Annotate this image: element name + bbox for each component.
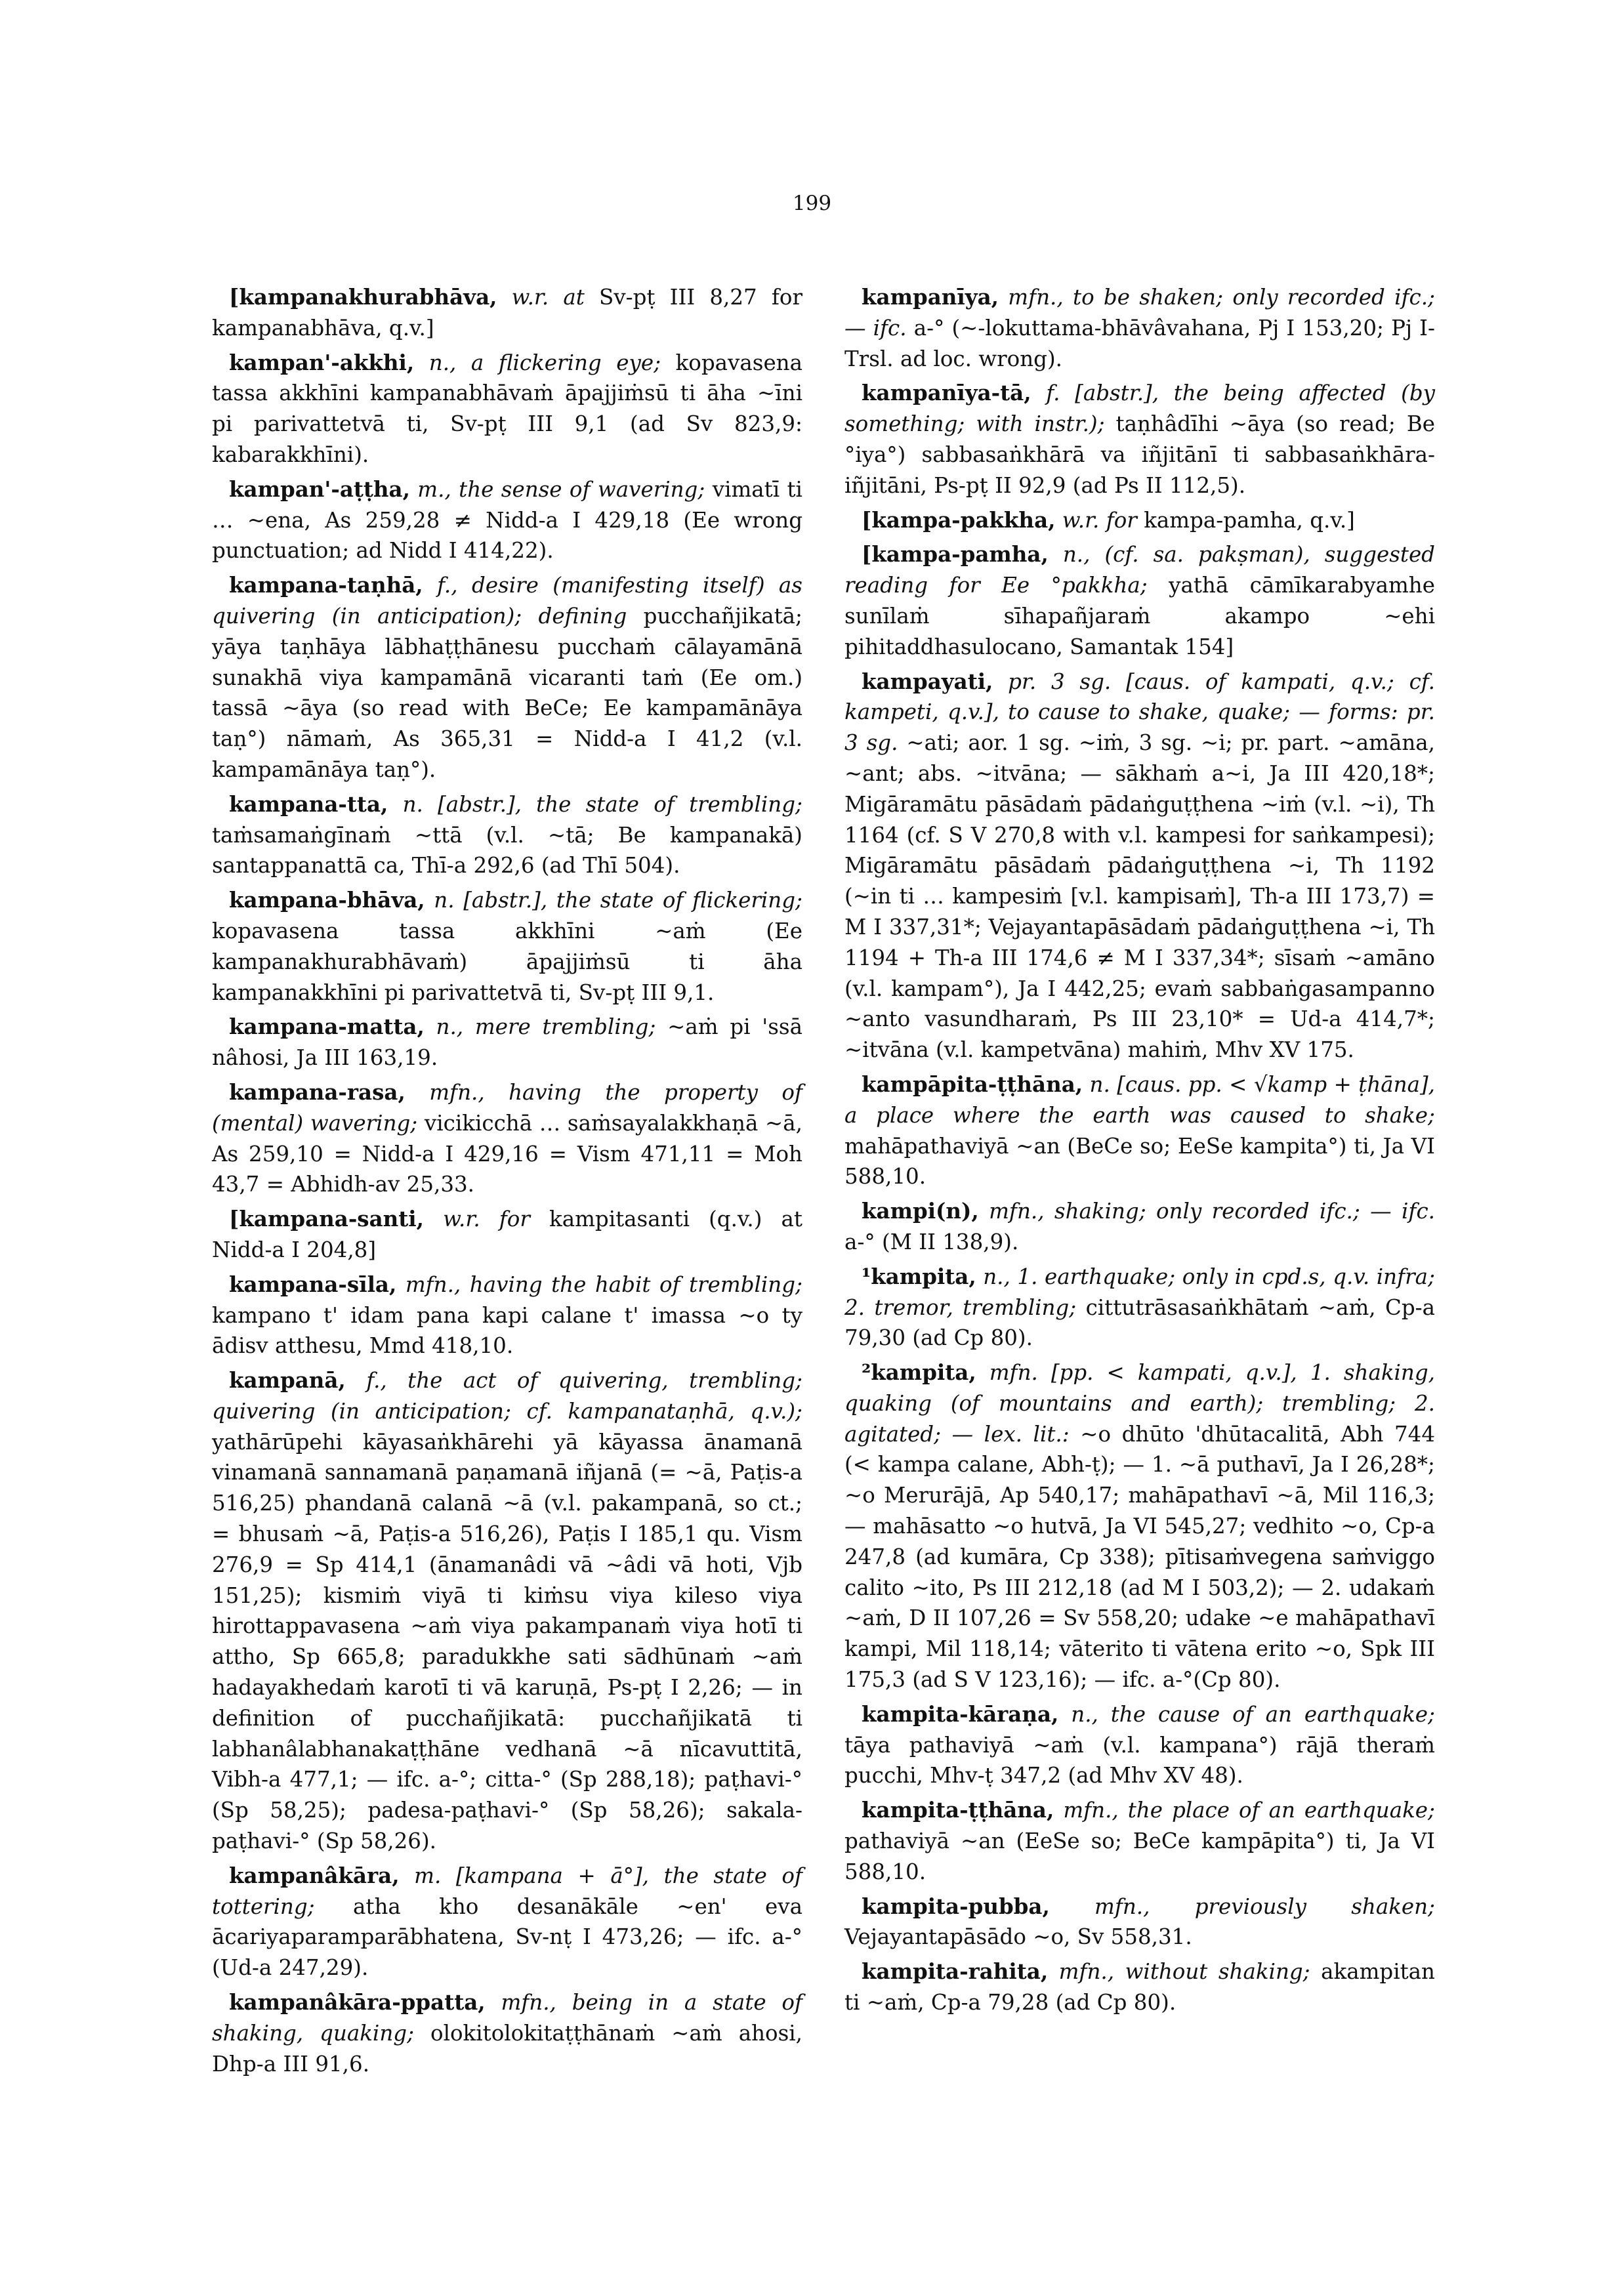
left-column xyxy=(212,282,802,2083)
entry-text: a-° (M II 138,9). xyxy=(844,1229,1019,1254)
entry-definition: m. [kampana + ā°], the state of tottering; xyxy=(212,1863,802,1919)
entry-headword: [kampa-pamha, xyxy=(862,541,1049,568)
entry-headword: kampana-tta, xyxy=(229,791,388,817)
entry-text: kopavasena tassa akkhīni ~aṁ (Ee kampanakhurabhāvaṁ) āpajjiṁsū ti āha kampanakkhīni pi parivattetvā ti, Sv-pṭ III 9,1. xyxy=(212,918,802,1005)
entry-definition: mfn., without shaking; xyxy=(1058,1959,1310,1985)
right-column xyxy=(844,282,1435,2022)
entry-headword: kampana-taṇhā, xyxy=(229,572,423,598)
entry-headword: kampita-ṭṭhāna, xyxy=(862,1797,1054,1823)
entry-definition: w.r. for xyxy=(443,1207,530,1232)
entry-text: kampitasanti (q.v.) at Nidd-a I 204,8] xyxy=(212,1207,802,1262)
dictionary-entry xyxy=(212,282,802,344)
entry-headword: kampana-matta, xyxy=(229,1014,425,1040)
entry-text: kopavasena tassa akkhīni kampanabhāvaṁ āpajjiṁsū ti āha ~īni pi parivattetvā ti, Sv-pṭ III 9,1 (ad Sv 823,9: kabarakkhīni). xyxy=(212,350,802,467)
entry-headword: kampanīya-tā, xyxy=(862,380,1031,406)
entry-headword: kampan'-aṭṭha, xyxy=(229,476,410,502)
entry-text: taṇhâdīhi ~āya (so read; Be °iya°) sabbasaṅkhārā va iñjitānī ti sabbasaṅkhāra-iñjitāni, Ps-pṭ II 92,9 (ad Ps II 112,5). xyxy=(844,411,1435,498)
entry-text: kampano t' idam pana kapi calane t' imassa ~o ty ādisv atthesu, Mmd 418,10. xyxy=(212,1302,802,1359)
dictionary-entry xyxy=(212,1365,802,1857)
entry-definition: mfn., to be shaken; only recorded ifc.; — ifc. xyxy=(844,285,1435,341)
entry-text: mahāpathaviyā ~an (BeCe so; EeSe kampita°) ti, Ja VI 588,10. xyxy=(844,1133,1435,1189)
dictionary-entry xyxy=(212,474,802,566)
entry-definition: w.r. for xyxy=(1062,507,1137,533)
entry-headword: [kampa-pakkha, xyxy=(862,507,1056,533)
entry-headword: kampita-pubba, xyxy=(862,1893,1050,1919)
entry-headword: kampana-sīla, xyxy=(229,1271,397,1297)
dictionary-entry xyxy=(844,1357,1435,1695)
entry-definition: n. [caus. pp. < √kamp + ṭhāna], a place where the earth was caused to shake; xyxy=(844,1071,1435,1128)
dictionary-entry xyxy=(844,1892,1435,1953)
entry-text: atha kho desanākāle ~en' eva ācariyaparamparābhatena, Sv-nṭ I 473,26; — ifc. a-° (Ud-a 247,29). xyxy=(212,1893,802,1981)
entry-definition: n., (cf. sa. pakṣman), suggested reading for Ee °pakkha; xyxy=(844,542,1435,598)
dictionary-entry xyxy=(212,885,802,1008)
entry-headword: [kampana-santi, xyxy=(229,1206,424,1232)
entry-text: pathaviyā ~an (EeSe so; BeCe kampāpita°) ti, Ja VI 588,10. xyxy=(844,1829,1435,1884)
dictionary-entry xyxy=(212,1861,802,1983)
dictionary-entry xyxy=(212,1270,802,1361)
dictionary-entry xyxy=(212,789,802,881)
entry-definition: mfn., the place of an earthquake; xyxy=(1063,1798,1435,1823)
entry-headword: kampayati, xyxy=(862,668,993,694)
entry-headword: kampanâkāra-ppatta, xyxy=(229,1989,486,2016)
entry-text: cittutrāsasaṅkhātaṁ ~aṁ, Cp-a 79,30 (ad Cp 80). xyxy=(844,1294,1435,1351)
entry-headword: kampana-bhāva, xyxy=(229,887,425,913)
dictionary-entry xyxy=(844,505,1435,536)
dictionary-entry xyxy=(212,1987,802,2079)
entry-text: akampitan ti ~aṁ, Cp-a 79,28 (ad Cp 80). xyxy=(844,1959,1435,2016)
entry-text: kampa-pamha, q.v.] xyxy=(1144,507,1355,533)
entry-definition: n., 1. earthquake; only in cpd.s, q.v. infra; 2. tremor, trembling; xyxy=(844,1264,1435,1320)
entry-text: yathārūpehi kāyasaṅkhārehi yā kāyassa ānamanā vinamanā sannamanā paṇamanā iñjanā (= ~ā, Paṭis-a 516,25) phandanā calanā ~ā (v.l. pakampanā, so ct.; = bhusaṁ ~ā, Paṭis-a 516,26), Paṭis I 185,1 qu. Vism 276,9 = Sp 414,1 (ānamanâdi vā ~âdi vā hoti, Vjb 151,25); kismiṁ viyā ti kiṁsu viya kileso viya hirottappavasena ~aṁ viya pakampanaṁ viya hotī ti attho, Sp 665,8; paradukkhe sati sādhūnaṁ ~aṁ hadayakhedaṁ karotī ti vā karuṇā, Ps-pṭ I 2,26; — in definition of pucchañjikatā: pucchañjikatā ti labhanâlabhanakaṭṭhāne vedhanā ~ā nīcavuttitā, Vibh-a 477,1; — ifc. a-°; citta-° (Sp 288,18); paṭhavi-° (Sp 58,25); padesa-paṭhavi-° (Sp 58,26); sakala-paṭhavi-° (Sp 58,26). xyxy=(212,1429,802,1854)
entry-definition: n., mere trembling; xyxy=(436,1014,656,1040)
entry-definition: f. [abstr.], the being affected (by something; with instr.); xyxy=(844,381,1435,437)
entry-headword: kampita-kāraṇa, xyxy=(862,1701,1059,1727)
dictionary-entry xyxy=(212,348,802,470)
entry-headword: ²kampita, xyxy=(862,1359,976,1386)
entry-text: taṁsamaṅgīnaṁ ~ttā (v.l. ~tā; Be kampanakā) santappanattā ca, Thī-a 292,6 (ad Thī 504). xyxy=(212,822,802,879)
dictionary-entry xyxy=(844,282,1435,374)
entry-headword: kampi(n), xyxy=(862,1198,979,1224)
entry-text: pucchañjikatā; yāya taṇhāya lābhaṭṭhānesu pucchaṁ cālayamānā sunakhā viya kampamānā vicaranti taṁ (Ee om.) tassā ~āya (so read with BeCe; Ee kampamānāya taṇ°) nāmaṁ, As 365,31 = Nidd-a I 41,2 (v.l. kampamānāya taṇ°). xyxy=(212,603,802,782)
dictionary-entry xyxy=(844,1069,1435,1192)
entry-definition: mfn. [pp. < kampati, q.v.], 1. shaking, quaking (of mountains and earth); trembling; 2. agitated; — lex. lit.: xyxy=(844,1360,1435,1447)
entry-headword: kampāpita-ṭṭhāna, xyxy=(862,1071,1083,1097)
entry-text: ~o dhūto 'dhūtacalitā, Abh 744 (< kampa calane, Abh-ṭ); — 1. ~ā puthavī, Ja I 26,28*; ~o Merurājā, Ap 540,17; mahāpathavī ~ā, Mil 116,3; — mahāsatto ~o hutvā, Ja VI 545,27; vedhito ~o, Cp-a 247,8 (ad kumāra, Cp 338); pītisaṁvegena saṁviggo calito ~ito, Ps III 212,18 (ad M I 503,2); — 2. udakaṁ ~aṁ, D II 107,26 = Sv 558,20; udake ~e mahāpathavī kampi, Mil 118,14; vāterito ti vātena erito ~o, Spk III 175,3 (ad S V 123,16); — ifc. a-°(Cp 80). xyxy=(844,1421,1436,1693)
entry-text: vimatī ti … ~ena, As 259,28 ≠ Nidd-a I 429,18 (Ee wrong punctuation; ad Nidd I 414,22). xyxy=(212,476,802,564)
entry-definition: w.r. at xyxy=(511,285,585,310)
entry-headword: kampan'-akkhi, xyxy=(229,349,415,375)
entry-headword: kampanâkāra, xyxy=(229,1862,400,1888)
entry-definition: pr. 3 sg. [caus. of kampati, q.v.; cf. kampeti, q.v.], to cause to shake, quake; — forms: pr. 3 sg. xyxy=(844,669,1435,756)
entry-text: olokitolokitaṭṭhānaṁ ~aṁ ahosi, Dhp-a III 91,6. xyxy=(212,2020,802,2077)
entry-definition: mfn., having the property of (mental) wavering; xyxy=(212,1079,802,1136)
entry-definition: n. [abstr.], the state of trembling; xyxy=(402,791,802,817)
entry-text: Sv-pṭ III 8,27 for kampanabhāva, q.v.] xyxy=(212,285,802,341)
dictionary-entry xyxy=(844,1699,1435,1791)
dictionary-entry xyxy=(844,1196,1435,1258)
entry-definition: f., the act of quivering, trembling; quivering (in anticipation; cf. kampanataṇhā, q.v.); xyxy=(212,1368,802,1424)
entry-headword: kampita-rahita, xyxy=(862,1958,1049,1985)
entry-headword: kampana-rasa, xyxy=(229,1079,406,1105)
dictionary-entry xyxy=(844,667,1435,1065)
entry-definition: mfn., shaking; only recorded ifc.; — ifc. xyxy=(989,1199,1435,1224)
dictionary-entry xyxy=(844,1262,1435,1354)
entry-definition: mfn., being in a state of shaking, quaking; xyxy=(212,1990,802,2046)
dictionary-entry xyxy=(212,1204,802,1266)
entry-text: vicikicchā … saṁsayalakkhaṇā ~ā, As 259,10 = Nidd-a I 429,16 = Vism 471,11 = Moh 43,7 = Abhidh-av 25,33. xyxy=(212,1110,802,1197)
entry-headword: kampanā, xyxy=(229,1367,346,1394)
page-number: 199 xyxy=(792,192,832,215)
entry-headword: [kampanakhurabhāva, xyxy=(229,284,497,310)
entry-text: tāya pathaviyā ~aṁ (v.l. kampana°) rājā theraṁ pucchi, Mhv-ṭ 347,2 (ad Mhv XV 48). xyxy=(844,1732,1435,1788)
entry-text: yathā cāmīkarabyamhe sunīlaṁ sīhapañjaraṁ akampo ~ehi pihitaddhasulocano, Samantak 154] xyxy=(844,573,1435,659)
entry-headword: kampanīya, xyxy=(862,284,999,310)
dictionary-entry xyxy=(212,1012,802,1073)
dictionary-entry xyxy=(844,1795,1435,1887)
entry-headword: ¹kampita, xyxy=(862,1263,976,1289)
dictionary-entry xyxy=(844,378,1435,501)
entry-definition: mfn., having the habit of trembling; xyxy=(405,1272,802,1297)
dictionary-entry xyxy=(212,1077,802,1200)
entry-definition: m., the sense of wavering; xyxy=(417,476,705,502)
entry-definition: n., a flickering eye; xyxy=(428,350,661,375)
entry-definition: n. [abstr.], the state of flickering; xyxy=(434,888,802,913)
entry-text: Vejayantapāsādo ~o, Sv 558,31. xyxy=(844,1924,1192,1950)
entry-definition: f., desire (manifesting itself) as quivering (in anticipation); defining xyxy=(212,573,802,629)
entry-text: ~ati; aor. 1 sg. ~iṁ, 3 sg. ~i; pr. part. ~amāna, ~ant; abs. ~itvāna; — sākhaṁ a~i, Ja III 420,18*; Migāramātu pāsādaṁ pādaṅguṭṭhena ~iṁ (v.l. ~i), Th 1164 (cf. S V 270,8 with v.l. kampesi for saṅkampesi); Migāramātu pāsādaṁ pādaṅguṭṭhena ~i, Th 1192 (~in ti … kampesiṁ [v.l. kampisaṁ], Th-a III 173,7) = M I 337,31*; Vejayantapāsādaṁ pādaṅguṭṭhena ~i, Th 1194 + Th-a III 174,6 ≠ M I 337,34*; sīsaṁ ~amāno (v.l. kampam°), Ja I 442,25; evaṁ sabbaṅgasampanno ~anto vasundharaṁ, Ps III 23,10* = Ud-a 414,7*; ~itvāna (v.l. kampetvāna) mahiṁ, Mhv XV 175. xyxy=(844,730,1435,1063)
dictionary-entry xyxy=(844,539,1435,662)
entry-text: a-° (~-lokuttama-bhāvâvahana, Pj I 153,20; Pj I-Trsl. ad loc. wrong). xyxy=(844,315,1435,371)
entry-definition: mfn., previously shaken; xyxy=(1094,1893,1435,1919)
entry-text: ~aṁ pi 'ssā nâhosi, Ja III 163,19. xyxy=(212,1014,802,1071)
dictionary-entry xyxy=(844,1956,1435,2018)
entry-definition: n., the cause of an earthquake; xyxy=(1071,1701,1435,1727)
dictionary-entry xyxy=(212,570,802,785)
